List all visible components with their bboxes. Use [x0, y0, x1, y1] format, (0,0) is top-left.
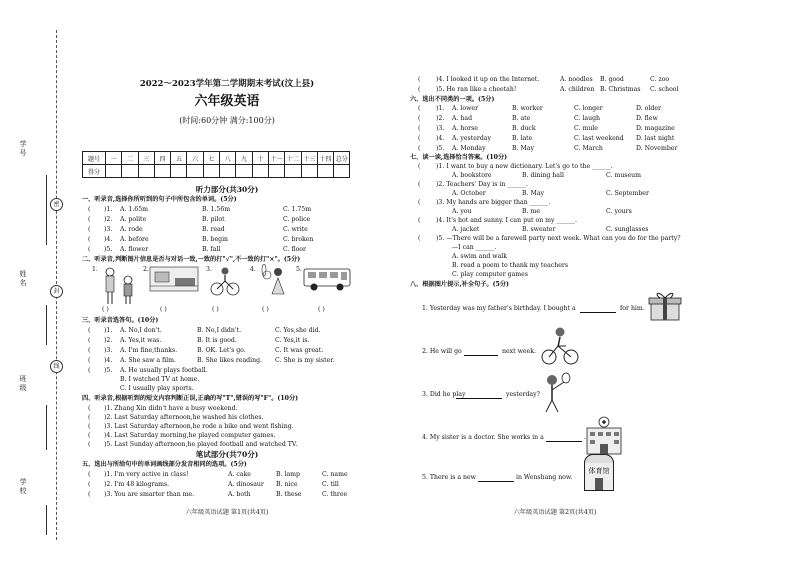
option-b: B. I watched TV at home.: [120, 376, 200, 383]
sentence-start: 4. My sister is a doctor. She works in a: [422, 434, 544, 441]
listening-heading: 听力部分(共30分): [195, 185, 259, 194]
option-c: C. school: [650, 86, 679, 93]
answer-paren[interactable]: (: [88, 327, 91, 334]
bus-picture: [302, 266, 352, 292]
seal-mi: 密: [50, 198, 63, 211]
question-number: )3.: [104, 347, 113, 354]
answer-paren[interactable]: (: [88, 441, 91, 448]
judge-paren[interactable]: ( ): [160, 306, 167, 313]
score-cell: 十三: [301, 152, 317, 165]
answer-paren[interactable]: (: [418, 163, 421, 170]
option-a: A. She saw a film.: [120, 357, 176, 364]
option-b: B. worker: [512, 105, 543, 112]
answer-paren[interactable]: (: [88, 423, 91, 430]
judge-paren[interactable]: ( ): [262, 306, 269, 313]
sentence-end: for him.: [620, 305, 645, 312]
option-d: D. older: [636, 105, 661, 112]
option-d: D. November: [636, 145, 678, 152]
score-input-cell[interactable]: [252, 165, 268, 178]
score-input-cell[interactable]: [106, 165, 122, 178]
option-b: B. She likes reading.: [197, 357, 263, 364]
option-c: C. write: [283, 226, 308, 233]
s1-title: 一、听录音,选择你所听到的句子中所包含的单词。(5分): [82, 196, 237, 203]
option-c: C. name: [322, 471, 348, 478]
score-input-cell[interactable]: [268, 165, 284, 178]
sentence-start: 1. Yesterday was my father's birthday. I bought a: [422, 305, 576, 312]
score-table: [82, 151, 350, 178]
subject-title: 六年级英语: [194, 94, 260, 109]
score-table-score-row: [83, 165, 350, 178]
option-c: C. last weekend: [574, 135, 624, 142]
option-b: B. these: [276, 491, 302, 498]
statement: )1. Zhang Xin didn't have a busy weekend.: [104, 405, 238, 412]
option-a: A. flower: [120, 246, 149, 253]
option-c: C. broken: [283, 236, 314, 243]
option-a: A. before: [120, 236, 149, 243]
picture-number: 3.: [206, 266, 212, 273]
girl-riding-bike-picture: [210, 266, 240, 296]
option-c: C. September: [606, 190, 649, 197]
option-a: A. dinosaur: [228, 481, 264, 488]
answer-paren[interactable]: (: [88, 481, 91, 488]
score-row-label: 得分: [83, 165, 106, 178]
answer-paren[interactable]: (: [88, 216, 91, 223]
option-a: A. swim and walk: [452, 253, 508, 260]
statement: )2. Last Saturday afternoon,he washed his clothes.: [104, 414, 264, 421]
seal-feng: 封: [50, 285, 63, 298]
answer-blank[interactable]: [580, 312, 616, 313]
sentence-start: 5. There is a new: [422, 474, 476, 481]
option-b: B. fall: [202, 246, 221, 253]
sentence-start: 2. He will go: [422, 348, 462, 355]
score-cell: 十一: [268, 152, 284, 165]
score-cell: 三: [138, 152, 154, 165]
option-c: C. 1.75m: [283, 206, 312, 213]
answer-paren[interactable]: (: [88, 432, 91, 439]
score-cell: 十二: [285, 152, 301, 165]
question-number: )2.: [104, 337, 113, 344]
answer-paren[interactable]: (: [418, 145, 421, 152]
option-b: B. late: [512, 135, 533, 142]
question-text: )3. My hands are bigger than ______.: [436, 199, 551, 206]
option-c: C. till: [322, 481, 339, 488]
judge-paren[interactable]: ( ): [102, 306, 109, 313]
score-cell: 八: [220, 152, 236, 165]
score-cell: 九: [236, 152, 252, 165]
score-cell: 十: [252, 152, 268, 165]
answer-paren[interactable]: (: [88, 206, 91, 213]
option-b: B. begin: [202, 236, 229, 243]
time-info: (时间:60分钟 满分:100分): [179, 116, 275, 125]
sentence-end: .: [584, 434, 586, 441]
answer-paren[interactable]: (: [88, 491, 91, 498]
answer-paren[interactable]: (: [88, 347, 91, 354]
gym-sign: 体育馆: [588, 467, 610, 475]
sentence-end: yesterday?: [506, 391, 540, 398]
option-b: B. May: [522, 190, 545, 197]
sentence-end: in Wenshang now.: [516, 474, 573, 481]
score-input-cell[interactable]: [334, 165, 350, 178]
option-b: B. May: [512, 145, 535, 152]
answer-blank[interactable]: [478, 481, 514, 482]
question-text: )3. You are smarter than me.: [104, 491, 195, 498]
question-text-line2: —I can ______.: [452, 244, 497, 251]
score-cell: 二: [122, 152, 138, 165]
score-cell: 总分: [334, 152, 350, 165]
question-number: )4.: [436, 135, 445, 142]
option-c: C. I usually play sports.: [120, 385, 194, 392]
question-number: )3.: [104, 226, 113, 233]
question-number: )5.: [104, 246, 113, 253]
option-b: B. It is good.: [197, 337, 237, 344]
score-input-cell[interactable]: [122, 165, 138, 178]
sentence-start: 3. Did he play: [422, 391, 466, 398]
option-a: A. He usually plays football.: [120, 367, 208, 374]
seal-xian: 线: [50, 360, 63, 373]
score-cell: 一: [106, 152, 122, 165]
option-d: D. flew: [636, 115, 658, 122]
option-d: D. magazine: [636, 125, 675, 132]
score-table-header-row: [83, 152, 350, 165]
s6-title: 六、选出不同类的一项。(5分): [410, 96, 495, 103]
option-a: A. children: [560, 86, 595, 93]
score-input-cell[interactable]: [203, 165, 219, 178]
student-number-line: [46, 175, 47, 245]
picture-number: 5.: [296, 266, 302, 273]
option-c: C. yours: [606, 208, 632, 215]
gift-box-icon: [648, 290, 682, 322]
option-c: C. Yes,she did.: [275, 327, 321, 334]
option-c: C. museum: [606, 172, 641, 179]
score-input-cell[interactable]: [220, 165, 236, 178]
option-a: A. lower: [452, 105, 479, 112]
option-b: B. nice: [276, 481, 298, 488]
s8-title: 八、根据图片提示,补全句子。(5分): [410, 281, 509, 288]
sentence-end: next week.: [502, 348, 536, 355]
answer-blank[interactable]: [464, 355, 498, 356]
option-b: B. lamp: [276, 471, 300, 478]
score-cell: 十四: [317, 152, 333, 165]
option-c: C. laugh: [574, 115, 601, 122]
s4-title: 四、听录音,根据听到的短文内容判断正误,正确的写"T",错误的写"F"。(10分): [82, 395, 299, 402]
question-text: )5. —There will be a farewell party next week. What can you do for the party?: [436, 235, 681, 242]
judge-paren[interactable]: ( ): [212, 306, 219, 313]
option-a: A. horse: [452, 125, 478, 132]
statement: )4. Last Saturday morning,he played computer games.: [104, 432, 276, 439]
question-number: )5.: [104, 367, 113, 374]
question-text: )4. I looked it up on the Internet.: [436, 76, 540, 83]
option-a: A. both: [228, 491, 251, 498]
option-a: A. bookstore: [452, 172, 492, 179]
written-heading: 笔试部分(共70分): [195, 450, 259, 459]
score-input-cell[interactable]: [317, 165, 333, 178]
question-number: )1.: [104, 327, 113, 334]
option-a: A. No,I don't.: [120, 327, 162, 334]
question-text: )1. I want to buy a new dictionary. Let's go to the ______.: [436, 163, 613, 170]
option-b: B. OK. Let's go.: [197, 347, 246, 354]
answer-paren[interactable]: (: [88, 414, 91, 421]
question-number: )2.: [104, 216, 113, 223]
exam-title: 2022～2023学年第二学期期末考试(汶上县): [139, 79, 315, 89]
question-text: )5. He ran like a cheetah!: [436, 86, 517, 93]
school-label: 学校: [19, 478, 27, 496]
question-number: )3.: [436, 125, 445, 132]
student-number-label: 学号: [19, 140, 27, 158]
answer-paren[interactable]: (: [88, 337, 91, 344]
option-c: C. longer: [574, 105, 603, 112]
option-b: B. good: [600, 76, 624, 83]
score-cell: 七: [203, 152, 219, 165]
option-a: A. October: [452, 190, 486, 197]
s2-title: 二、听录音,判断图片信息是否与对话一致,一致的打"√",不一致的打"×"。(5分): [82, 256, 301, 263]
answer-blank[interactable]: [546, 441, 582, 442]
question-text: )2. I'm 48 kilograms.: [104, 481, 170, 488]
question-number: )4.: [104, 357, 113, 364]
option-a: A. Yes,it was.: [120, 337, 162, 344]
statement: )5. Last Sunday afternoon,he played football and watched TV.: [104, 441, 298, 448]
option-b: B. read: [202, 226, 225, 233]
option-c: C. sunglasses: [606, 226, 649, 233]
option-b: B. No,I didn't.: [197, 327, 242, 334]
s5-title: 五、选出与所给句中的单词画线部分发音相同的选项。(5分): [82, 461, 247, 468]
option-c: C. It was great.: [275, 347, 324, 354]
option-b: B. me: [522, 208, 541, 215]
answer-paren[interactable]: (: [88, 367, 91, 374]
score-input-cell[interactable]: [171, 165, 187, 178]
score-input-cell[interactable]: [138, 165, 154, 178]
answer-paren[interactable]: (: [418, 217, 421, 224]
gym-building-icon: [584, 461, 614, 491]
option-a: A. Monday: [452, 145, 486, 152]
score-cell: 五: [171, 152, 187, 165]
question-text: )2. Teachers' Day is in ______.: [436, 181, 528, 188]
answer-paren[interactable]: (: [88, 357, 91, 364]
question-number: )5.: [436, 145, 445, 152]
footer-right: 六年级英语试题 第2页(共4页): [513, 509, 597, 516]
s7-title: 七、读一读,选择恰当答案。(10分): [410, 154, 508, 161]
hospital-building-icon: [584, 416, 624, 456]
room-picture: [149, 266, 199, 292]
option-b: B. Christmas: [600, 86, 641, 93]
name-line: [46, 305, 47, 345]
option-b: B. dining hall: [522, 172, 564, 179]
option-b: B. pilot: [202, 216, 225, 223]
answer-paren[interactable]: (: [88, 246, 91, 253]
question-number: )2.: [436, 115, 445, 122]
score-cell: 六: [187, 152, 203, 165]
option-a: A. rode: [120, 226, 143, 233]
option-a: A. yesterday: [452, 135, 491, 142]
option-c: C. She is my sister.: [275, 357, 335, 364]
answer-paren[interactable]: (: [88, 236, 91, 243]
answer-paren[interactable]: (: [88, 226, 91, 233]
cycling-boy-icon: [540, 326, 580, 366]
score-cell: 题号: [83, 152, 106, 165]
score-input-cell[interactable]: [236, 165, 252, 178]
score-cell: 四: [154, 152, 170, 165]
answer-paren[interactable]: (: [418, 181, 421, 188]
judge-paren[interactable]: ( ): [318, 306, 325, 313]
option-b: B. read a poem to thank my teachers: [452, 262, 569, 269]
option-d: D. last night: [636, 135, 675, 142]
score-input-cell[interactable]: [154, 165, 170, 178]
answer-paren[interactable]: (: [418, 135, 421, 142]
option-a: A. polite: [120, 216, 147, 223]
answer-paren[interactable]: (: [418, 235, 421, 242]
answer-paren[interactable]: (: [418, 86, 421, 93]
score-input-cell[interactable]: [301, 165, 317, 178]
school-line: [46, 505, 47, 535]
option-c: C. police: [283, 216, 311, 223]
score-input-cell[interactable]: [187, 165, 203, 178]
answer-paren[interactable]: (: [418, 105, 421, 112]
class-line: [46, 405, 47, 450]
option-a: A. noodles: [560, 76, 593, 83]
option-c: C. floor: [283, 246, 306, 253]
picture-number: 4.: [250, 266, 256, 273]
option-c: C. mule: [574, 125, 598, 132]
question-number: )1.: [436, 105, 445, 112]
option-a: A. had: [452, 115, 473, 122]
badminton-boy-icon: [540, 372, 572, 416]
option-b: B. sweater: [522, 226, 556, 233]
s3-title: 三、听录音选答句。(10分): [82, 317, 159, 324]
picture-number: 2.: [143, 266, 149, 273]
question-text: )1. I'm very active in class!: [104, 471, 189, 478]
statement: )3. Last Saturday afternoon,he rode a bike and went fishing.: [104, 423, 294, 430]
answer-paren[interactable]: (: [88, 405, 91, 412]
footer-left: 六年级英语试题 第1页(共4页): [185, 509, 269, 516]
option-c: C. play computer games: [452, 271, 528, 278]
option-a: A. 1.65m: [120, 206, 149, 213]
picture-number: 1.: [92, 266, 98, 273]
option-a: A. cake: [228, 471, 251, 478]
option-b: B. 1.56m: [202, 206, 231, 213]
two-boys-height-picture: [98, 266, 140, 306]
option-c: C. March: [574, 145, 603, 152]
question-number: )4.: [104, 236, 113, 243]
answer-paren[interactable]: (: [418, 76, 421, 83]
option-a: A. I'm fine,thanks.: [120, 347, 178, 354]
option-b: B. ate: [512, 115, 531, 122]
answer-blank[interactable]: [456, 398, 502, 399]
answer-paren[interactable]: (: [88, 471, 91, 478]
option-a: A. jacket: [452, 226, 480, 233]
name-label: 姓名: [19, 270, 27, 288]
answer-paren[interactable]: (: [418, 199, 421, 206]
answer-paren[interactable]: (: [418, 115, 421, 122]
option-a: A. you: [452, 208, 472, 215]
gym-roof: [584, 454, 614, 463]
gym-door: [595, 478, 603, 490]
option-c: C. zoo: [650, 76, 670, 83]
question-number: )1.: [104, 206, 113, 213]
question-text: )4. It's hot and sunny. I can put on my ______.: [436, 217, 578, 224]
answer-paren[interactable]: (: [418, 125, 421, 132]
girl-with-bunny-picture: [254, 264, 288, 296]
score-input-cell[interactable]: [285, 165, 301, 178]
option-c: C. Yes,it is.: [275, 337, 310, 344]
option-c: C. three: [322, 491, 348, 498]
option-b: B. duck: [512, 125, 536, 132]
class-label: 班级: [19, 375, 27, 393]
